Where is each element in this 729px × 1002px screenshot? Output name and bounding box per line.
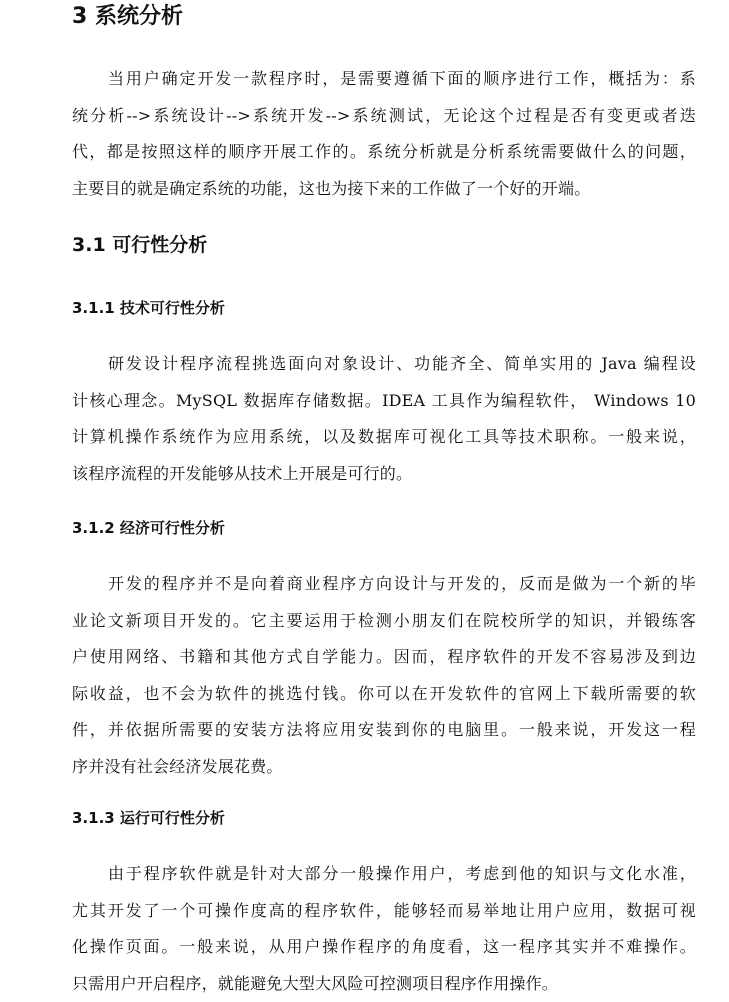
chapter-heading: 3 系统分析: [72, 2, 183, 32]
subsection-heading-tech: 3.1.1 技术可行性分析: [72, 297, 225, 319]
paragraph-line: 计算机操作系统作为应用系统，以及数据库可视化工具等技术职称。一般来说，: [72, 419, 696, 456]
paragraph-line: 代，都是按照这样的顺序开展工作的。系统分析就是分析系统需要做什么的问题，: [72, 134, 696, 171]
paragraph-line: 开发的程序并不是向着商业程序方向设计与开发的，反而是做为一个新的毕: [72, 566, 696, 603]
paragraph-line: 序并没有社会经济发展花费。: [72, 749, 696, 786]
tech-paragraph: [72, 346, 696, 492]
paragraph-line: 当用户确定开发一款程序时，是需要遵循下面的顺序进行工作，概括为：系: [72, 61, 696, 98]
paragraph-line: 件，并依据所需要的安装方法将应用安装到你的电脑里。一般来说，开发这一程: [72, 712, 696, 749]
paragraph-line: 由于程序软件就是针对大部分一般操作用户，考虑到他的知识与文化水准，: [72, 856, 696, 893]
section-heading: 3.1 可行性分析: [72, 231, 207, 259]
paragraph-line: 该程序流程的开发能够从技术上开展是可行的。: [72, 456, 696, 493]
paragraph-line: 主要目的就是确定系统的功能，这也为接下来的工作做了一个好的开端。: [72, 171, 696, 208]
paragraph-line: 只需用户开启程序，就能避免大型大风险可控测项目程序作用操作。: [72, 966, 696, 1002]
subsection-heading-ops: 3.1.3 运行可行性分析: [72, 807, 225, 829]
econ-paragraph: [72, 566, 696, 785]
paragraph-line: 户使用网络、书籍和其他方式自学能力。因而，程序软件的开发不容易涉及到边: [72, 639, 696, 676]
paragraph-line: 计核心理念。MySQL 数据库存储数据。IDEA 工具作为编程软件， Windows 10: [72, 383, 696, 420]
paragraph-line: 化操作页面。一般来说，从用户操作程序的角度看，这一程序其实并不难操作。: [72, 929, 696, 966]
subsection-heading-econ: 3.1.2 经济可行性分析: [72, 517, 225, 539]
paragraph-line: 研发设计程序流程挑选面向对象设计、功能齐全、简单实用的 Java 编程设: [72, 346, 696, 383]
paragraph-line: 际收益，也不会为软件的挑选付钱。你可以在开发软件的官网上下载所需要的软: [72, 676, 696, 713]
ops-paragraph: [72, 856, 696, 1002]
paragraph-line: 统分析-->系统设计-->系统开发-->系统测试，无论这个过程是否有变更或者迭: [72, 98, 696, 135]
intro-paragraph: [72, 61, 696, 207]
paragraph-line: 尤其开发了一个可操作度高的程序软件，能够轻而易举地让用户应用，数据可视: [72, 893, 696, 930]
paragraph-line: 业论文新项目开发的。它主要运用于检测小朋友们在院校所学的知识，并锻练客: [72, 603, 696, 640]
